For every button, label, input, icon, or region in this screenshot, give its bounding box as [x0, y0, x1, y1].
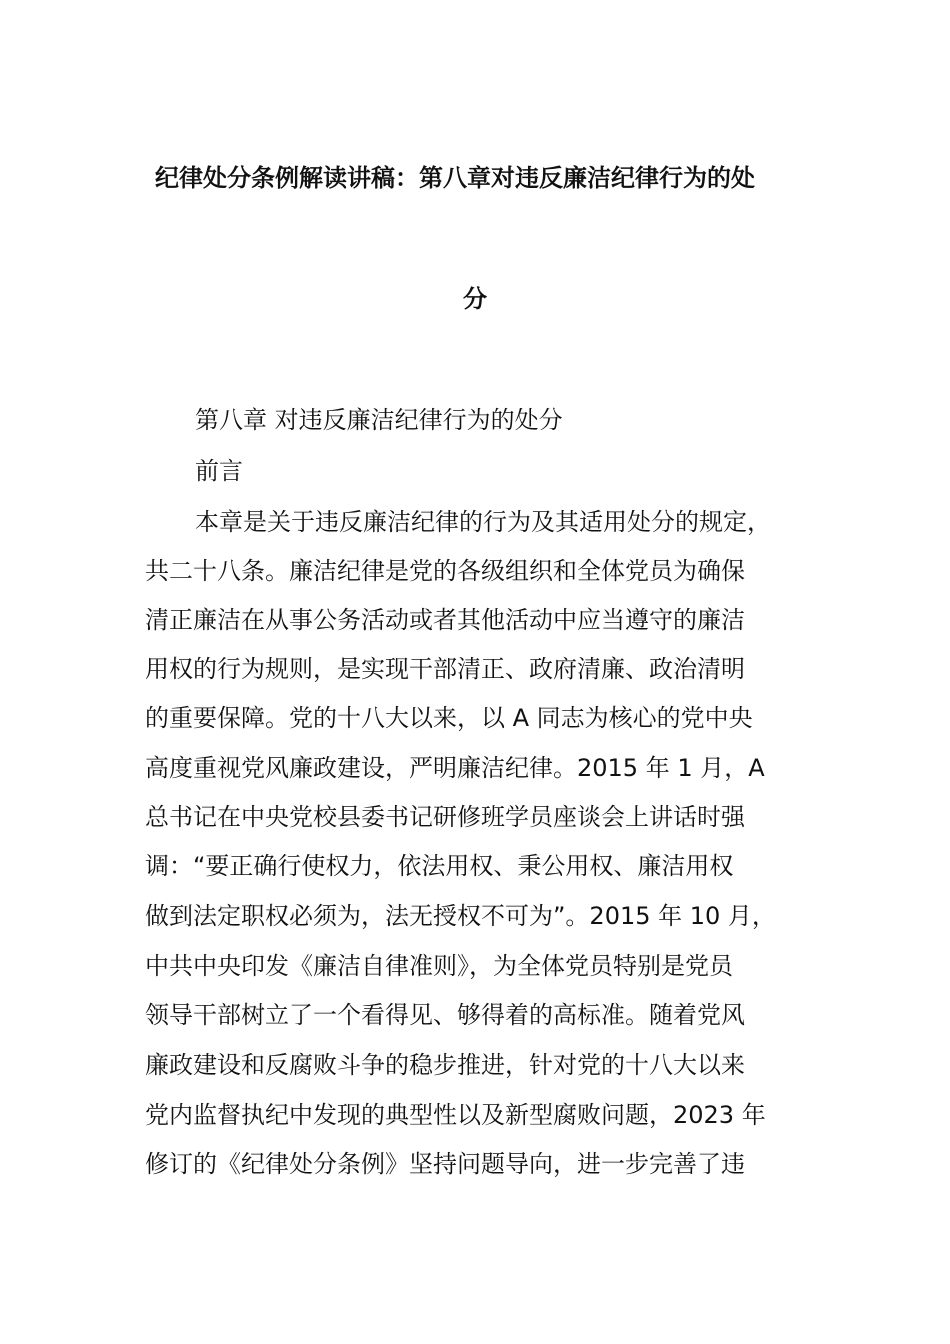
paragraph-line: 做到法定职权必须为，法无授权不可为”。2015 年 10 月， — [145, 902, 776, 930]
paragraph-line: 的重要保障。党的十八大以来，以 A 同志为核心的党中央 — [145, 704, 753, 732]
paragraph-line: 调：“要正确行使权力，依法用权、秉公用权、廉洁用权 — [145, 852, 734, 880]
paragraph-line: 清正廉洁在从事公务活动或者其他活动中应当遵守的廉洁 — [145, 606, 745, 634]
paragraph-line: 用权的行为规则，是实现干部清正、政府清廉、政治清明 — [145, 655, 745, 683]
chapter-heading: 第八章 对违反廉洁纪律行为的处分 — [195, 406, 563, 434]
paragraph-line: 廉政建设和反腐败斗争的稳步推进，针对党的十八大以来 — [145, 1051, 745, 1079]
paragraph-line: 党内监督执纪中发现的典型性以及新型腐败问题，2023 年 — [145, 1101, 766, 1129]
paragraph-line: 共二十八条。廉洁纪律是党的各级组织和全体党员为确保 — [145, 557, 745, 585]
paragraph-line: 总书记在中央党校县委书记研修班学员座谈会上讲话时强 — [145, 803, 745, 831]
document-title-line-1: 纪律处分条例解读讲稿：第八章对违反廉洁纪律行为的处 — [155, 164, 755, 192]
preface-heading: 前言 — [195, 457, 243, 485]
document-title-line-2: 分 — [463, 285, 487, 313]
paragraph-line: 领导干部树立了一个看得见、够得着的高标准。随着党风 — [145, 1001, 745, 1029]
paragraph-line: 高度重视党风廉政建设，严明廉洁纪律。2015 年 1 月，A — [145, 754, 765, 782]
paragraph-line: 本章是关于违反廉洁纪律的行为及其适用处分的规定， — [195, 508, 771, 536]
paragraph-line: 中共中央印发《廉洁自律准则》，为全体党员特别是党员 — [145, 952, 733, 980]
paragraph-line: 修订的《纪律处分条例》坚持问题导向，进一步完善了违 — [145, 1150, 745, 1178]
